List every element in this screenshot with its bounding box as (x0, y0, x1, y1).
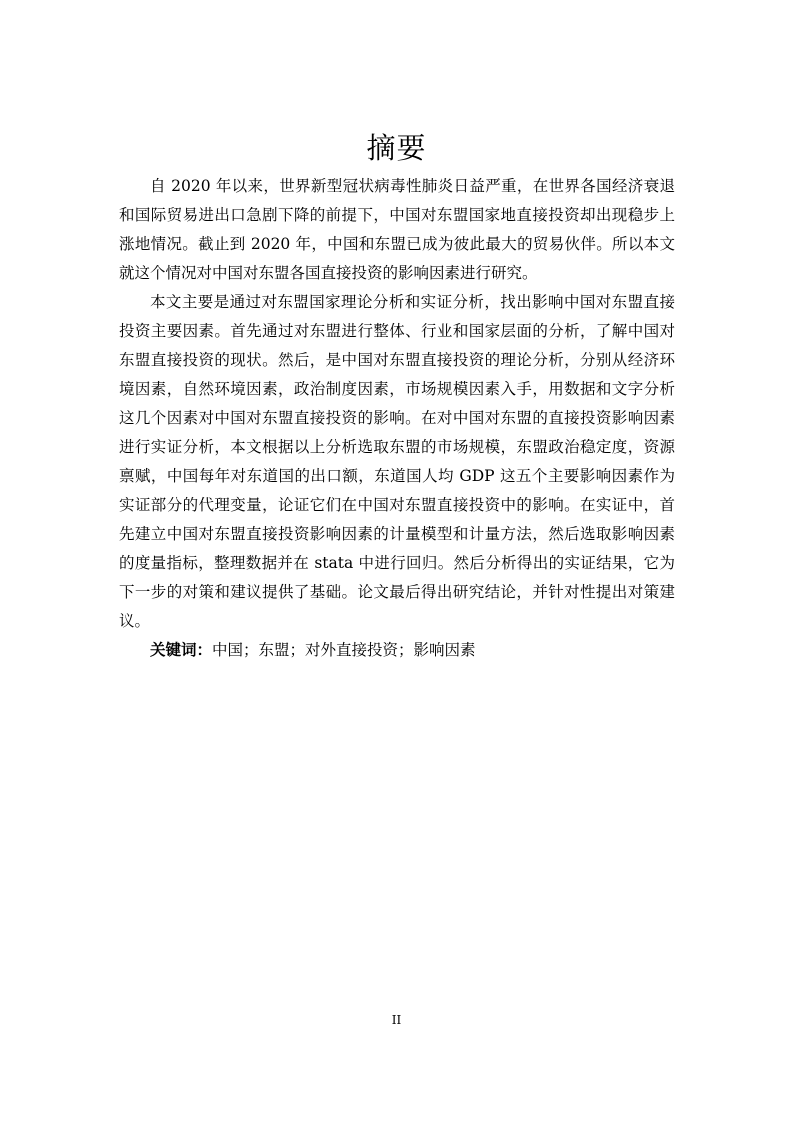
page-number: II (391, 1013, 402, 1027)
keywords-text: 中国；东盟；对外直接投资；影响因素 (212, 641, 476, 659)
abstract-paragraph-1: 自 2020 年以来，世界新型冠状病毒性肺炎日益严重，在世界各国经济衰退和国际贸易进出口急剧下降的前提下，中国对东盟国家地直接投资却出现稳步上涨地情况。截止到 2020 年，中国和东盟已成为彼此最大的贸易伙伴。所以本文就这个情况对中国对东盟各国直接投资的影响因素进行研究。 (119, 177, 675, 282)
page-title: 摘要 (366, 131, 427, 165)
keywords-label: 关键词： (150, 641, 213, 659)
abstract-paragraph-2: 本文主要是通过对东盟国家理论分析和实证分析，找出影响中国对东盟直接投资主要因素。首先通过对东盟进行整体、行业和国家层面的分析，了解中国对东盟直接投资的现状。然后，是中国对东盟直接投资的理论分析，分别从经济环境因素，自然环境因素，政治制度因素，市场规模因素入手，用数据和文字分析这几个因素对中国对东盟直接投资的影响。在对中国对东盟的直接投资影响因素进行实证分析，本文根据以上分析选取东盟的市场规模，东盟政治稳定度，资源禀赋，中国每年对东道国的出口额，东道国人均 GDP 这五个主要影响因素作为实证部分的代理变量，论证它们在中国对东盟直接投资中的影响。在实证中，首先建立中国对东盟直接投资影响因素的计量模型和计量方法，然后选取影响因素的度量指标，整理数据并在 stata 中进行回归。然后分析得出的实证结果，它为下一步的对策和建议提供了基础。论文最后得出研究结论，并针对性提出对策建议。 (119, 293, 675, 630)
abstract-body (119, 172, 675, 665)
keywords-line (119, 636, 675, 665)
